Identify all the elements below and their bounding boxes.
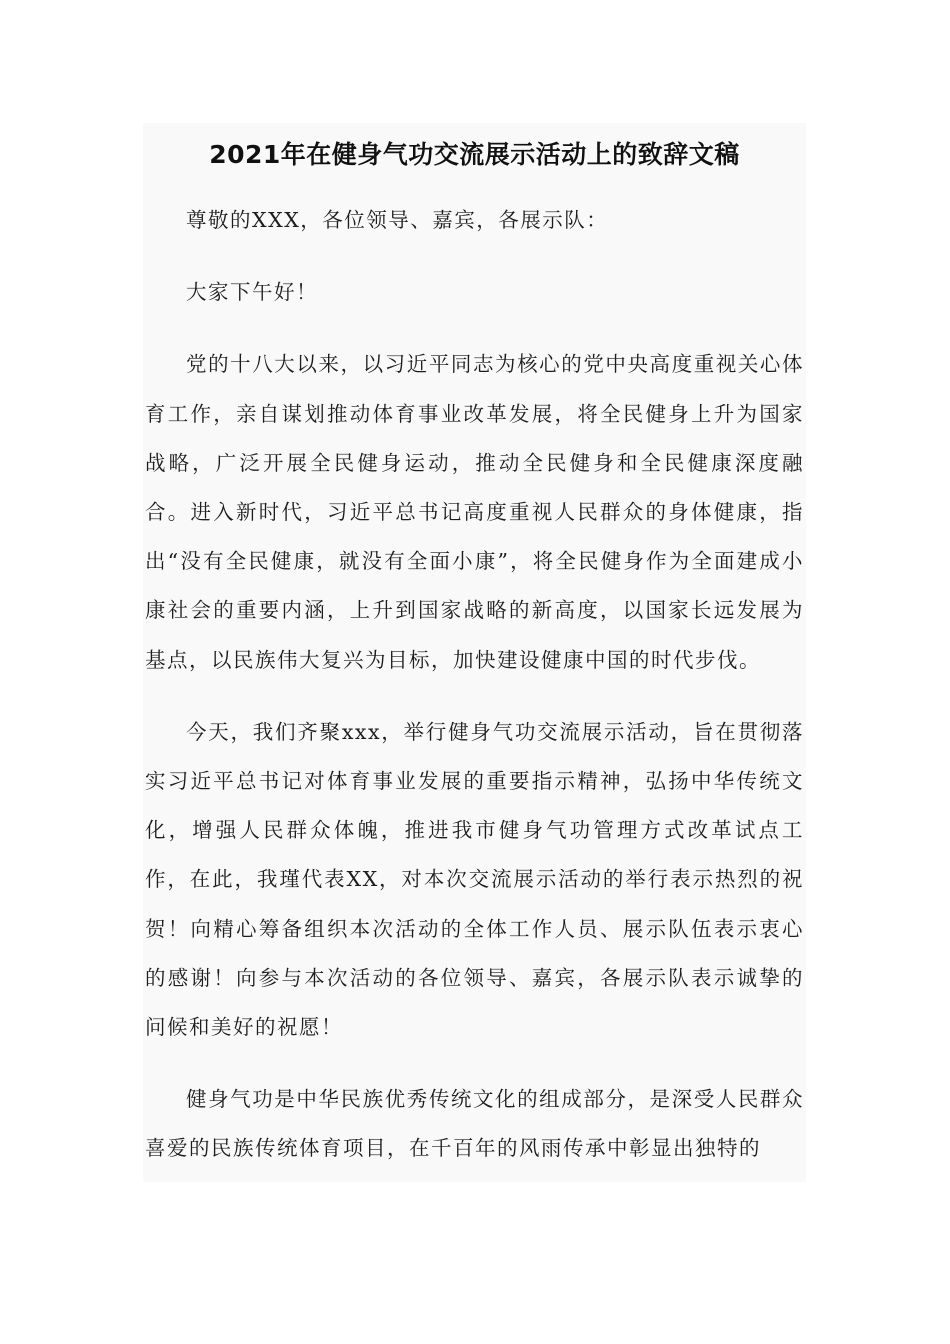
greeting: 大家下午好！ <box>186 280 318 305</box>
document-page <box>143 123 806 1182</box>
body-paragraph: 今天，我们齐聚xxx，举行健身气功交流展示活动，旨在贯彻落实习近平总书记对体育事业发展的重要指示精神，弘扬中华传统文化，增强人民群众体魄，推进我市健身气功管理方式改革试点工作，在此，我瑾代表XX，对本次交流展示活动的举行表示热烈的祝贺！向精心筹备组织本次活动的全体工作人员、展示队伍表示衷心的感谢！向参与本次活动的各位领导、嘉宾，各展示队表示诚挚的问候和美好的祝愿！ <box>145 719 804 1040</box>
salutation: 尊敬的XXX，各位领导、嘉宾，各展示队： <box>186 208 609 232</box>
body-paragraph: 党的十八大以来，以习近平同志为核心的党中央高度重视关心体育工作，亲自谋划推动体育事业改革发展，将全民健身上升为国家战略，广泛开展全民健身运动，推动全民健身和全民健康深度融合。进入新时代，习近平总书记高度重视人民群众的身体健康，指出“没有全民健康，就没有全面小康”，将全民健身作为全面建成小康社会的重要内涵，上升到国家战略的新高度，以国家长远发展为基点，以民族伟大复兴为目标，加快建设健康中国的时代步伐。 <box>145 352 804 672</box>
document-title: 2021年在健身气功交流展示活动上的致辞文稿 <box>209 140 740 169</box>
body-paragraph: 健身气功是中华民族优秀传统文化的组成部分，是深受人民群众喜爱的民族传统体育项目，在千百年的风雨传承中彰显出独特的 <box>145 1087 804 1161</box>
